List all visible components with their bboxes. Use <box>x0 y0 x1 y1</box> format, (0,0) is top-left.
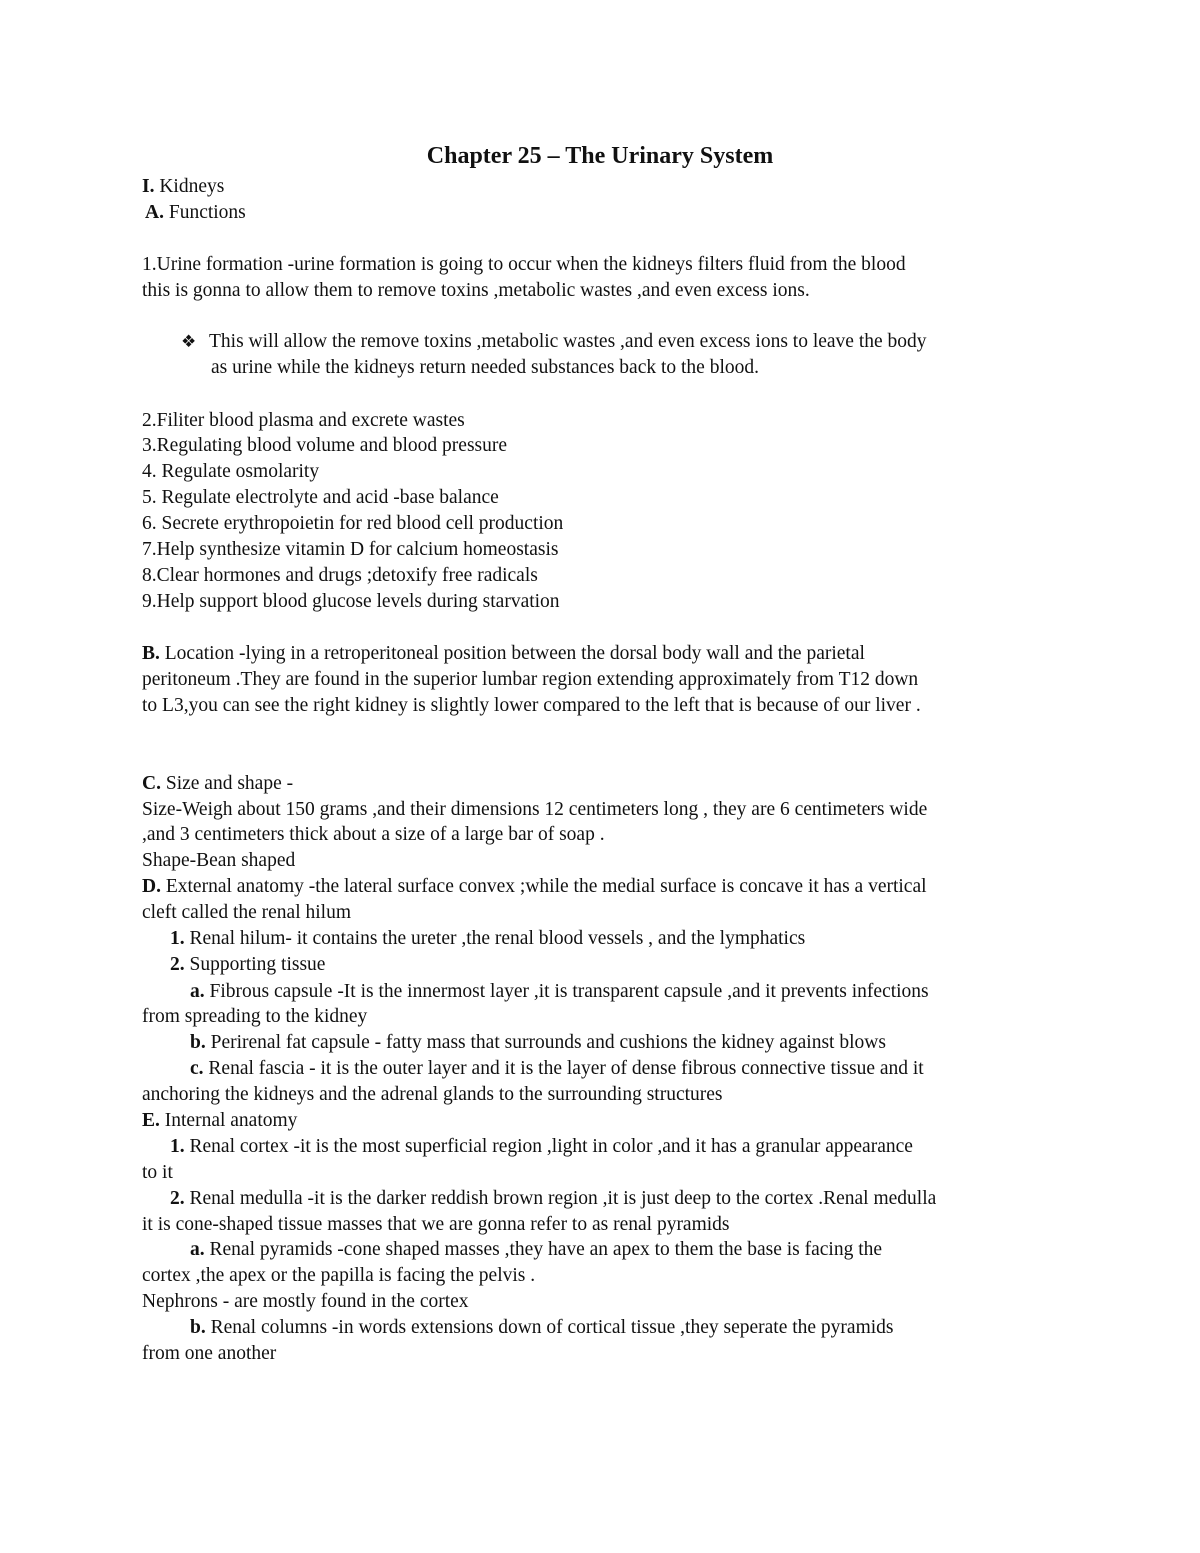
list-item <box>190 1056 924 1082</box>
item-letter: a. <box>190 1239 205 1260</box>
bullet-item <box>181 329 927 355</box>
item-text: Renal cortex -it is the most superficial region ,light in color ,and it has a granular appearance <box>184 1136 913 1157</box>
item-text: Renal fascia - it is the outer layer and it is the layer of dense fibrous connective tissue and it <box>203 1058 924 1079</box>
list-item: 2.Filiter blood plasma and excrete wastes <box>142 410 465 431</box>
item-letter: c. <box>190 1058 204 1079</box>
list-item: 9.Help support blood glucose levels during starvation <box>142 591 560 612</box>
text-line: as urine while the kidneys return needed substances back to the blood. <box>211 357 760 378</box>
text-line: from spreading to the kidney <box>142 1006 368 1027</box>
text-line: to it <box>142 1162 173 1183</box>
text-line: peritoneum .They are found in the superior lumbar region extending approximately from T12 down <box>142 669 919 690</box>
section-heading-kidneys <box>142 174 224 200</box>
text-line: cleft called the renal hilum <box>142 902 351 923</box>
section-number: I. <box>142 176 155 197</box>
list-item <box>170 952 325 978</box>
subheading-letter: D. <box>142 876 161 897</box>
text-line: to L3,you can see the right kidney is slightly lower compared to the left that is because of our liver . <box>142 695 921 716</box>
section-label: Kidneys <box>154 176 225 197</box>
list-item: 5. Regulate electrolyte and acid -base balance <box>142 487 499 508</box>
text-line: 1.Urine formation -urine formation is going to occur when the kidneys filters fluid from the blood <box>142 254 906 275</box>
subheading-size-shape <box>142 771 293 797</box>
subheading-letter: B. <box>142 643 160 664</box>
text-line: cortex ,the apex or the papilla is facing the pelvis . <box>142 1265 536 1286</box>
text-line: Shape-Bean shaped <box>142 850 296 871</box>
subheading-functions <box>145 200 246 226</box>
subheading-letter: C. <box>142 773 161 794</box>
list-item <box>190 1315 894 1341</box>
text-line: it is cone-shaped tissue masses that we are gonna refer to as renal pyramids <box>142 1214 730 1235</box>
text-line: Nephrons - are mostly found in the cortex <box>142 1291 469 1312</box>
item-number: 1. <box>170 1136 185 1157</box>
list-item: 7.Help synthesize vitamin D for calcium homeostasis <box>142 539 559 560</box>
text-line: External anatomy -the lateral surface convex ;while the medial surface is concave it has a vertical <box>160 876 927 897</box>
item-number: 2. <box>170 954 185 975</box>
item-number: 1. <box>170 928 185 949</box>
list-item <box>170 1186 936 1212</box>
subheading-letter: E. <box>142 1110 160 1131</box>
item-letter: b. <box>190 1317 206 1338</box>
item-letter: a. <box>190 981 205 1002</box>
list-item <box>170 926 805 952</box>
text-line: Location -lying in a retroperitoneal position between the dorsal body wall and the parietal <box>159 643 865 664</box>
list-item <box>190 1030 886 1056</box>
item-text: Renal medulla -it is the darker reddish brown region ,it is just deep to the cortex .Renal medulla <box>184 1188 937 1209</box>
text-line: ,and 3 centimeters thick about a size of a large bar of soap . <box>142 824 605 845</box>
item-text: Fibrous capsule -It is the innermost layer ,it is transparent capsule ,and it prevents infections <box>204 981 929 1002</box>
bullet-text: This will allow the remove toxins ,metabolic wastes ,and even excess ions to leave the body <box>209 331 927 352</box>
list-item <box>190 979 929 1005</box>
subheading-letter: A. <box>145 202 164 223</box>
item-text: Perirenal fat capsule - fatty mass that surrounds and cushions the kidney against blows <box>205 1032 886 1053</box>
list-item <box>170 1134 913 1160</box>
text-line: this is gonna to allow them to remove toxins ,metabolic wastes ,and even excess ions. <box>142 280 810 301</box>
item-text: Renal columns -in words extensions down of cortical tissue ,they seperate the pyramids <box>205 1317 894 1338</box>
text-line: from one another <box>142 1343 277 1364</box>
list-item: 8.Clear hormones and drugs ;detoxify free radicals <box>142 565 538 586</box>
text-line: Size-Weigh about 150 grams ,and their dimensions 12 centimeters long , they are 6 centimeters wide <box>142 799 928 820</box>
item-text: Renal hilum- it contains the ureter ,the renal blood vessels , and the lymphatics <box>184 928 806 949</box>
item-text: Supporting tissue <box>184 954 326 975</box>
subheading-label: Functions <box>163 202 246 223</box>
text-line: anchoring the kidneys and the adrenal glands to the surrounding structures <box>142 1084 723 1105</box>
item-letter: b. <box>190 1032 206 1053</box>
subheading-external-anatomy <box>142 874 927 900</box>
paragraph-location <box>142 641 865 667</box>
page-title: Chapter 25 – The Urinary System <box>426 143 774 169</box>
subheading-label: Size and shape - <box>160 773 294 794</box>
list-item: 4. Regulate osmolarity <box>142 461 320 482</box>
subheading-label: Internal anatomy <box>159 1110 298 1131</box>
list-item: 6. Secrete erythropoietin for red blood cell production <box>142 513 564 534</box>
diamond-bullet-icon: ❖ <box>181 332 197 351</box>
subheading-internal-anatomy <box>142 1108 297 1134</box>
list-item <box>190 1237 882 1263</box>
item-number: 2. <box>170 1188 185 1209</box>
list-item: 3.Regulating blood volume and blood pressure <box>142 435 508 456</box>
item-text: Renal pyramids -cone shaped masses ,they have an apex to them the base is facing the <box>204 1239 883 1260</box>
